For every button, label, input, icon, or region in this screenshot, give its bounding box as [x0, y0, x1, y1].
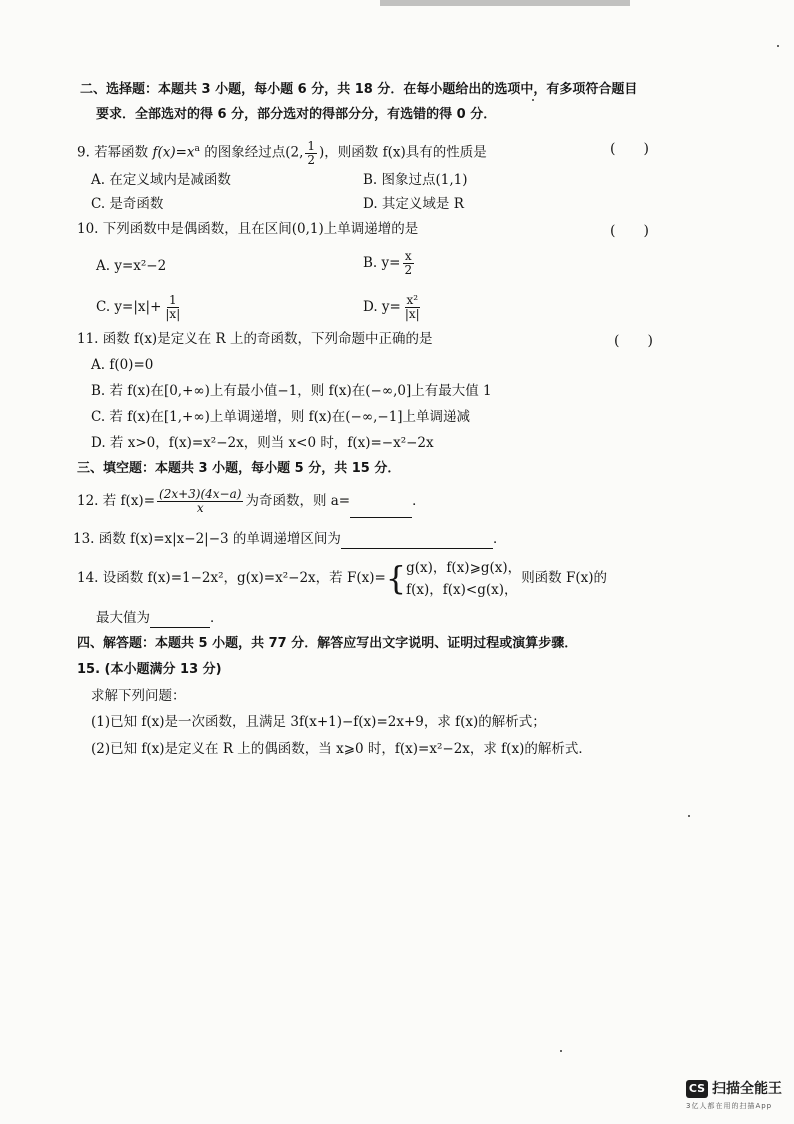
section2-heading-line2: 要求．全部选对的得 6 分，部分选对的得部分分，有选错的得 0 分．	[96, 107, 497, 122]
camscanner-title: 扫描全能王	[712, 1081, 782, 1097]
q9-frac-den: 2	[307, 152, 316, 167]
section3-heading: 三、填空题：本题共 3 小题，每小题 5 分，共 15 分．	[77, 461, 401, 476]
q10-b-fraction	[402, 250, 414, 277]
q13-end: ．	[492, 531, 507, 547]
q10-option-b	[363, 248, 416, 278]
q9-option-c: C. 是奇函数	[91, 196, 164, 212]
q9-option-d: D. 其定义域是 R	[363, 196, 464, 212]
q14-prefix: 14. 设函数 f(x)=1−2x²，g(x)=x²−2x，若 F(x)=	[77, 570, 386, 586]
q14-answer-blank[interactable]	[150, 613, 210, 628]
q9-option-a: A. 在定义域内是减函数	[91, 172, 231, 188]
question-13	[73, 529, 506, 549]
question-14	[77, 556, 607, 601]
q10-option-d	[363, 292, 424, 322]
q11-option-a: A. f(0)=0	[91, 357, 154, 373]
q12-suffix: 为奇函数，则 a=	[245, 493, 351, 509]
scan-speck	[560, 1050, 562, 1052]
q15-intro: 求解下列问题：	[91, 688, 186, 704]
q10-d-num: x²	[406, 293, 419, 307]
q10-c-num: 1	[169, 293, 177, 307]
q10-c-den: |x|	[165, 307, 181, 321]
q9-frac-num: 1	[307, 138, 316, 153]
section2-heading-line1: 二、选择题：本题共 3 小题，每小题 6 分，共 18 分．在每小题给出的选项中，有多项符合题目	[80, 82, 638, 97]
q15-part2: (2)已知 f(x)是定义在 R 上的偶函数，当 x⩾0 时，f(x)=x²−2x，求 f(x)的解析式．	[91, 741, 592, 757]
q14-case1: g(x)，f(x)⩾g(x)，	[406, 559, 522, 576]
q9-exp: a	[194, 144, 200, 154]
q14-end: ．	[210, 610, 224, 626]
section4-heading: 四、解答题：本题共 5 小题，共 77 分．解答应写出文字说明、证明过程或演算步骤．	[77, 636, 578, 651]
q9-option-b: B. 图象过点(1,1)	[363, 172, 468, 188]
q10-b-den: 2	[404, 263, 413, 277]
q14-case2: f(x)，f(x)<g(x)，	[406, 581, 518, 598]
question-14-line2	[96, 608, 224, 628]
q12-den: x	[196, 501, 204, 515]
q10-option-c	[96, 292, 184, 322]
scan-speck	[688, 815, 690, 817]
q11-option-d: D. 若 x>0，f(x)=x²−2x，则当 x<0 时，f(x)=−x²−2x	[91, 435, 434, 451]
q10-answer-paren: ( )	[610, 223, 649, 239]
q15-part1: (1)已知 f(x)是一次函数，且满足 3f(x+1)−f(x)=2x+9，求 f(x)的解析式；	[91, 714, 546, 730]
q9-point-close: )	[319, 144, 325, 161]
q12-num: (2x+3)(4x−a)	[159, 487, 242, 501]
q9-mid: 的图象经过点	[199, 144, 286, 161]
camscanner-subtitle: 3亿人都在用的扫描App	[686, 1102, 773, 1110]
q9-point-open: (2,	[285, 144, 304, 161]
camscanner-logo-icon: CS	[686, 1080, 708, 1098]
question-15-title: 15. (本小题满分 13 分)	[77, 662, 222, 677]
q10-d-den: |x|	[404, 307, 420, 321]
q9-prefix: 9. 若幂函数	[77, 144, 153, 161]
q13-answer-blank[interactable]	[341, 534, 493, 549]
q10-b-prefix: B. y=	[363, 255, 401, 271]
q10-b-num: x	[404, 249, 412, 263]
q13-text: 13. 函数 f(x)=x|x−2|−3 的单调递增区间为	[73, 531, 341, 547]
question-10: 10. 下列函数中是偶函数，且在区间(0,1)上单调递增的是	[77, 221, 419, 237]
q14-brace: {	[385, 559, 407, 598]
question-9	[77, 136, 487, 167]
scan-speck	[777, 45, 779, 47]
q9-func: f(x)=x	[152, 144, 195, 161]
q14-line2: 最大值为	[96, 610, 150, 626]
q10-c-prefix: C. y=|x|+	[96, 299, 162, 315]
scan-shadow	[380, 0, 630, 6]
q14-suffix: 则函数 F(x)的	[521, 570, 607, 586]
scan-speck	[532, 99, 534, 101]
q12-prefix: 12. 若 f(x)=	[77, 493, 156, 509]
q11-answer-paren: ( )	[614, 333, 653, 349]
q10-c-fraction	[163, 294, 182, 321]
q12-fraction	[157, 488, 243, 515]
q9-suffix: ，则函数 f(x)具有的性质是	[324, 144, 487, 161]
q12-answer-blank[interactable]	[350, 503, 412, 518]
q14-cases	[406, 557, 521, 601]
question-11: 11. 函数 f(x)是定义在 R 上的奇函数，下列命题中正确的是	[77, 331, 433, 347]
q9-fraction	[305, 140, 317, 167]
q10-d-fraction	[403, 294, 422, 321]
question-12	[77, 484, 426, 518]
q12-end: ．	[412, 493, 426, 509]
q9-answer-paren: ( )	[610, 141, 649, 157]
q10-d-prefix: D. y=	[363, 299, 401, 315]
q11-option-c: C. 若 f(x)在[1,+∞)上单调递增，则 f(x)在(−∞,−1]上单调递减	[91, 409, 471, 425]
q10-option-a: A. y=x²−2	[96, 258, 167, 274]
q11-option-b: B. 若 f(x)在[0,+∞)上有最小值−1，则 f(x)在(−∞,0]上有最大值 1	[91, 383, 492, 399]
